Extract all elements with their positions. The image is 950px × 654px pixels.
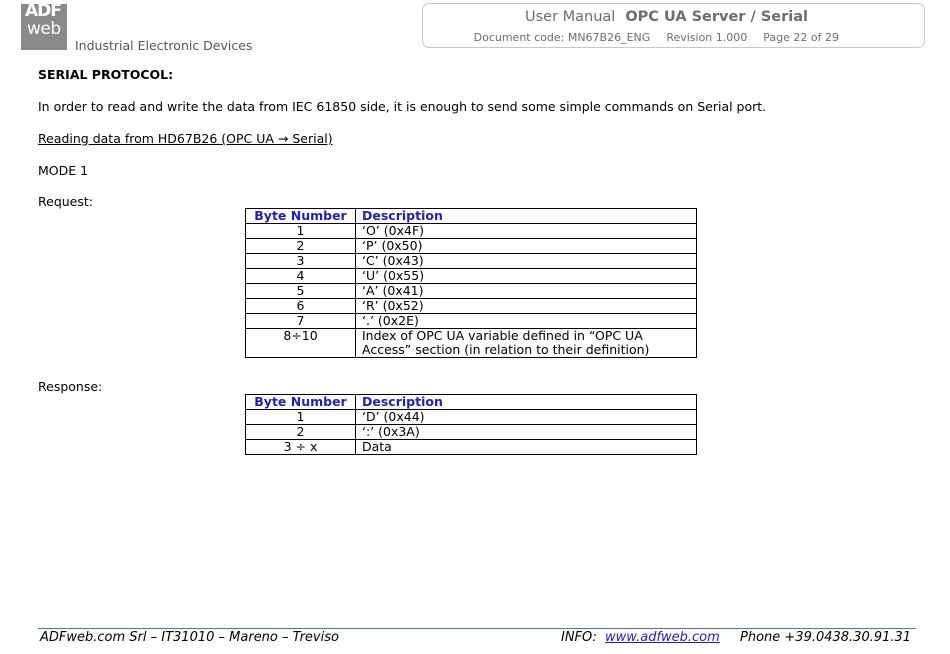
description-cell: ‘U’ (0x55) [356,269,697,284]
byte-number-cell: 8÷10 [246,329,356,358]
table-row [246,410,697,425]
footer-company: ADFweb.com Srl – IT31010 – Mareno – Treviso [40,630,339,645]
column-header-description: Description [356,395,697,410]
column-header-description: Description [356,209,697,224]
revision: Revision 1.000 [666,31,748,44]
byte-number-cell: 2 [246,425,356,440]
response-label: Response: [38,379,103,394]
footer-divider [38,628,916,629]
mode-label: MODE 1 [38,163,89,178]
footer-info-label: INFO: [561,630,597,645]
response-table [245,394,697,455]
logo-text-bottom: web [27,19,61,39]
footer-info [561,630,720,645]
section-title: SERIAL PROTOCOL: [38,67,174,82]
byte-number-cell: 1 [246,224,356,239]
description-cell: ‘P’ (0x50) [356,239,697,254]
product-title: OPC UA Server / Serial [625,9,808,25]
logo-text-top: ADF [25,1,61,21]
description-cell: ‘:’ (0x3A) [356,425,697,440]
byte-number-cell: 2 [246,239,356,254]
description-cell: ‘R’ (0x52) [356,299,697,314]
table-row [246,224,697,239]
table-row [246,329,697,358]
adfweb-logo [21,1,67,50]
header-meta-line [423,31,839,44]
company-tagline: Industrial Electronic Devices [75,38,253,53]
request-table [245,208,697,358]
table-row [246,314,697,329]
table-row [246,239,697,254]
footer-website-link[interactable]: www.adfweb.com [605,630,720,645]
byte-number-cell: 3 [246,254,356,269]
description-cell: ‘D’ (0x44) [356,410,697,425]
description-cell: ‘O’ (0x4F) [356,224,697,239]
footer-phone: Phone +39.0438.30.91.31 [740,630,912,645]
byte-number-cell: 1 [246,410,356,425]
column-header-byte-number: Byte Number [246,209,356,224]
header-title-line [423,9,808,25]
request-label: Request: [38,194,93,209]
description-cell: ‘A’ (0x41) [356,284,697,299]
subheading-reading-data: Reading data from HD67B26 (OPC UA → Serial) [38,131,333,146]
document-header [422,3,925,48]
table-header-row [246,395,697,410]
description-cell: Index of OPC UA variable defined in “OPC UA Access” section (in relation to their definition) [356,329,697,358]
table-row [246,299,697,314]
table-row [246,425,697,440]
byte-number-cell: 3 ÷ x [246,440,356,455]
document-code: Document code: MN67B26_ENG [473,31,651,44]
byte-number-cell: 6 [246,299,356,314]
table-row [246,440,697,455]
description-cell: ‘C’ (0x43) [356,254,697,269]
table-row [246,269,697,284]
manual-label: User Manual [524,9,616,25]
page-number: Page 22 of 29 [763,31,839,44]
intro-paragraph: In order to read and write the data from IEC 61850 side, it is enough to send some simple commands on Serial port. [38,99,767,114]
table-row [246,284,697,299]
table-header-row [246,209,697,224]
description-cell: Data [356,440,697,455]
description-cell: ‘.’ (0x2E) [356,314,697,329]
byte-number-cell: 5 [246,284,356,299]
table-row [246,254,697,269]
column-header-byte-number: Byte Number [246,395,356,410]
byte-number-cell: 4 [246,269,356,284]
byte-number-cell: 7 [246,314,356,329]
